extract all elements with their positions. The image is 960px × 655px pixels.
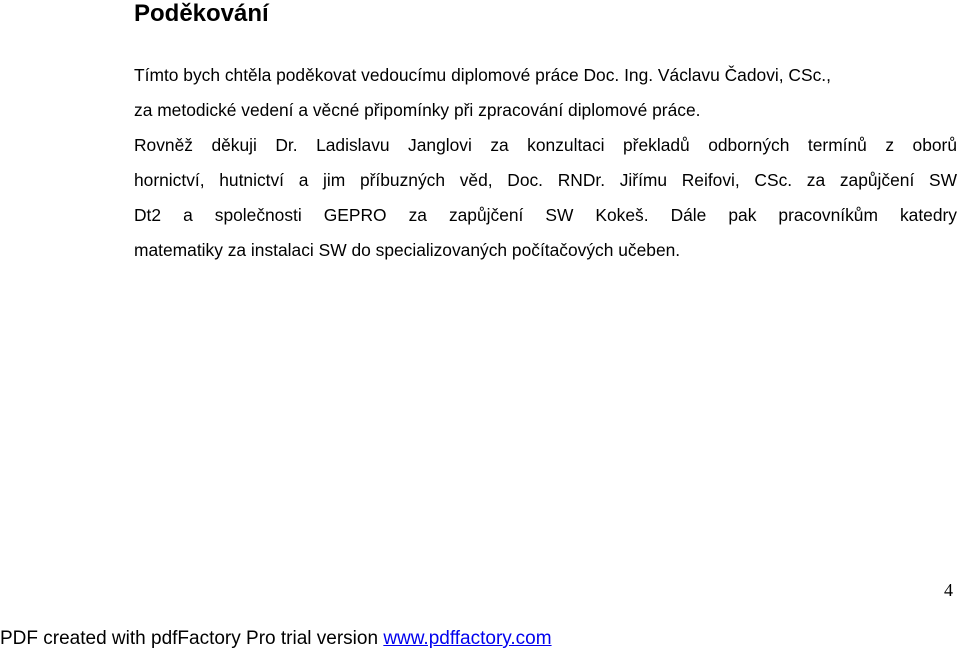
paragraph-line: Tímto bych chtěla poděkovat vedoucímu diplomové práce Doc. Ing. Václavu Čadovi, CSc., (134, 65, 831, 85)
footer-text: PDF created with pdfFactory Pro trial version (0, 628, 384, 649)
footer-link[interactable]: www.pdffactory.com (383, 628, 552, 649)
paragraph-line: hornictví, hutnictví a jim příbuzných věd, Doc. RNDr. Jiřímu Reifovi, CSc. za zapůjčení SW (134, 170, 957, 190)
paragraph-acknowledgement-supervisor (134, 58, 957, 128)
paragraph-line: matematiky za instalaci SW do specializovaných počítačových učeben. (134, 240, 681, 260)
paragraph-line: za metodické vedení a věcné připomínky při zpracování diplomové práce. (134, 100, 701, 120)
page-title: Poděkování (134, 0, 269, 27)
paragraph-acknowledgement-others (134, 128, 957, 268)
paragraph-line: Rovněž děkuji Dr. Ladislavu Janglovi za konzultaci překladů odborných termínů z oborů (134, 135, 957, 155)
pdf-footer (0, 626, 552, 652)
page-number: 4 (944, 580, 953, 600)
paragraph-line: Dt2 a společnosti GEPRO za zapůjčení SW Kokeš. Dále pak pracovníkům katedry (134, 205, 957, 225)
